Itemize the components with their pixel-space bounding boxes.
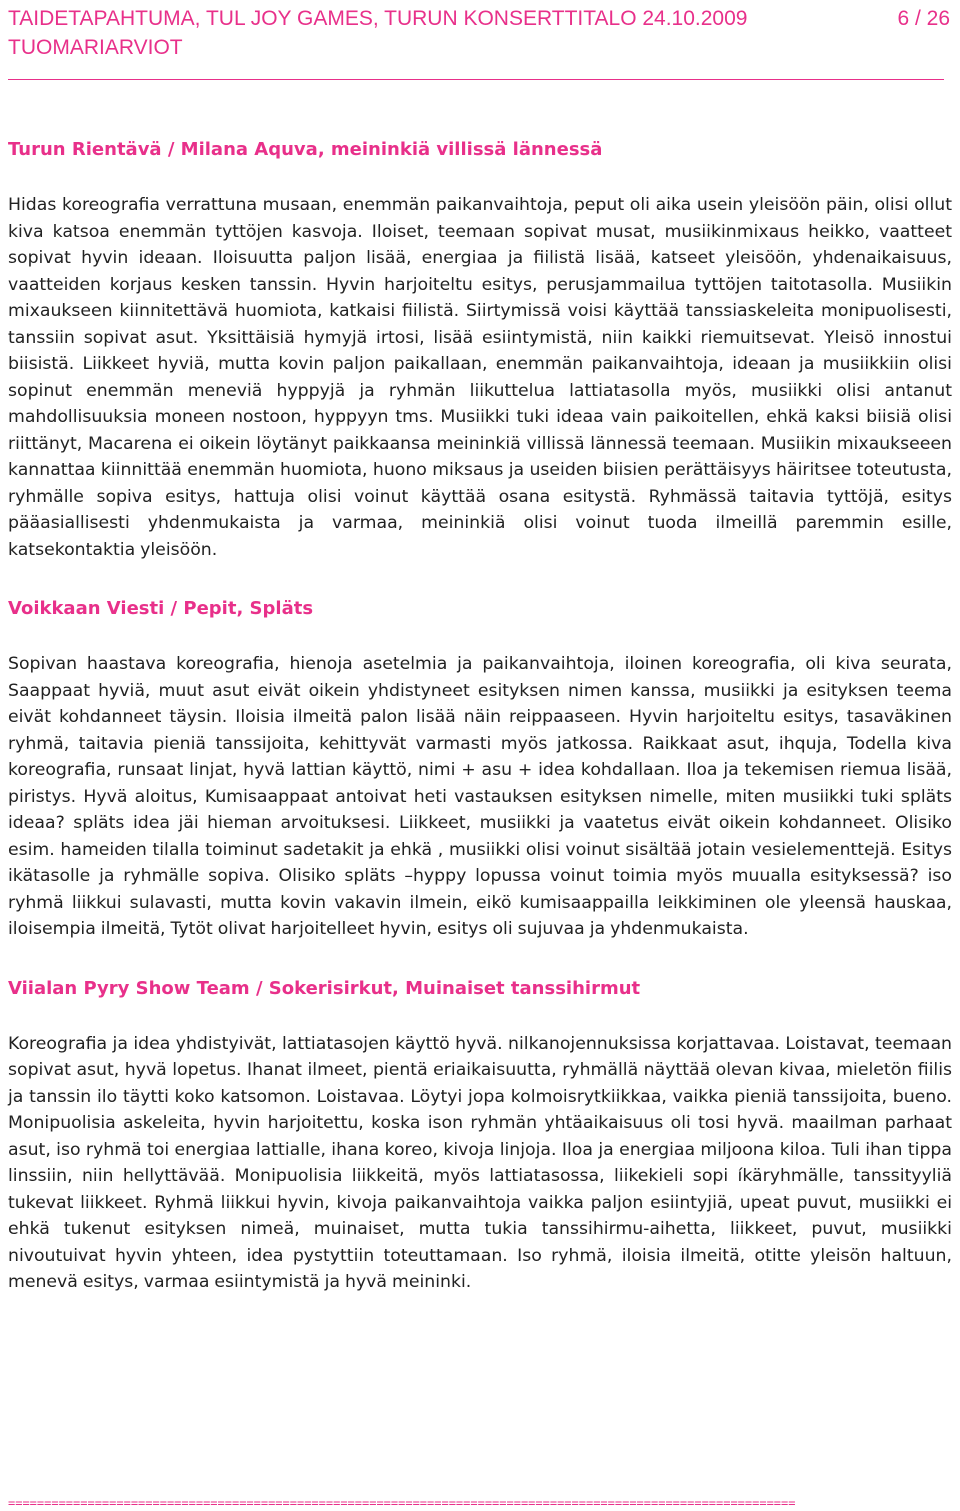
footer-divider: ============================================================================================================= [8, 1496, 796, 1510]
section-title: Turun Rientävä / Milana Aquva, meininkiä villissä lännessä [8, 139, 603, 160]
section-body: Hidas koreografia verrattuna musaan, enemmän paikanvaihtoja, peput oli aika usein yleisöön päin, olisi ollut kiva katsoa enemmän tyttöjen kasvoja. Iloiset, teemaan sopivat musat, musiikinmixaus heikko, vaatteet sopivat hyvin ideaan. Iloisuutta paljon lisää, energiaa ja fiilistä lisää, katseet yleisöön, yhdenaikaisuus, vaatteiden korjaus kesken tanssin. Hyvin harjoiteltu esitys, perusjammailua tyttöjen taitotasolla. Musiikin mixaukseen kiinnitettävä huomiota, katkaisi fiilistä. Siirtymissä voisi käyttää tanssiaskeleita monipuolisesti, tanssiin sopivat asut. Yksittäisiä hymyjä irtosi, lisää esiintymistä, niin kaikki riemuitsevat. Yleisö innostui biisistä. Liikkeet hyviä, mutta kovin paljon paikallaan, enemmän paikanvaihtoja, ideaan ja musiikkiin olisi sopinut enemmän meneviä hyppyjä ja ryhmän liikuttelua lattiatasolla myös, musiikki olisi antanut mahdollisuuksia moneen nostoon, hyppyyn tms. Musiikki tuki ideaa vain paikoitellen, ehkä kaksi biisiä olisi riittänyt, Macarena ei oikein löytänyt paikkaansa meininkiä villissä lännessä teemaan. Musiikin mixaukseeen kannattaa kiinnittää enemmän huomiota, huono miksaus ja useiden biisien perättäisyys häiritsee toteutusta, ryhmälle sopiva esitys, hattuja olisi voinut käyttää osana esitystä. Ryhmässä taitavia tyttöjä, esitys pääasiallisesti yhdenmukaista ja varmaa, meininkiä olisi voinut tuoda ilmeillä paremmin esille, katsekontaktia yleisöön. [8, 195, 952, 560]
event-title: TAIDETAPAHTUMA, TUL JOY GAMES, TURUN KONSERTTITALO 24.10.2009 [8, 7, 748, 30]
section-title: Viialan Pyry Show Team / Sokerisirkut, Muinaiset tanssihirmut [8, 977, 641, 999]
document-subtitle: TUOMARIARVIOT [8, 36, 183, 59]
document-content [8, 136, 952, 1328]
review-section [8, 136, 952, 563]
header-divider [8, 79, 944, 80]
page-header [8, 4, 952, 62]
section-body: Koreografia ja idea yhdistyivät, lattiatasojen käyttö hyvä. nilkanojennuksissa korjattavaa. Loistavat, teemaan sopivat asut, hyvä lopetus. Ihanat ilmeet, pientä eriaikaisuutta, ryhmällä näyttää olevan kivaa, mieletön fiilis ja tanssin ilo täytti koko katsomon. Loistavaa. Löytyi jopa kolmoisrytkiikkaa, vaikka pieniä tanssijoita, bueno. Monipuolisia askeleita, hyvin harjoitettu, koska ison ryhmän yhtäaikaisuus oli tosi hyvä. maailman parhaat asut, iso ryhmä toi energiaa lattialle, ihana koreo, kivoja linjoja. Iloa ja energiaa miljoona kiloa. Tuli ihan tippa linssiin, niin hellyttävää. Monipuolisia liikkeitä, myös lattiatasossa, liikekieli sopi íkäryhmälle, tanssityyliä tukevat liikkeet. Ryhmä liikkui hyvin, kivoja paikanvaihtoja vaikka paljon esiintyjiä, upeat puvut, musiikki ei ehkä tukenut esityksen nimeä, muinaiset, mutta tukia tanssihirmu-aihetta, liikkeet, puvut, musiikki nivoutuivat hyvin yhteen, idea pystyttiin toteuttamaan. Iso ryhmä, iloisia ilmeitä, otitte yleisön haltuun, menevä esitys, varmaa esiintymistä ja hyvä meininki. [8, 1033, 952, 1292]
section-body: Sopivan haastava koreografia, hienoja asetelmia ja paikanvaihtoja, iloinen koreografia, oli kiva seurata, Saappaat hyviä, muut asut eivät oikein yhdistyneet esityksen nimen kanssa, musiikki ja esityksen teema eivät kohdanneet täysin. Iloisia ilmeitä palon lisää näin reippaaseen. Hyvin harjoiteltu esitys, tasaväkinen ryhmä, taitavia pieniä tanssijoita, kehittyvät varmasti myös jatkossa. Raikkaat asut, ihquja, Todella kiva koreografia, runsaat linjat, hyvä lattian käyttö, nimi + asu + idea kohdallaan. Iloa ja tekemisen riemua lisää, piristys. Hyvä aloitus, Kumisaappaat antoivat heti vastauksen esityksen nimelle, miten musiikki tuki spläts ideaa? spläts idea jäi hieman arvoituksesi. Liikkeet, musiikki ja vaatetus eivät oikein kohdanneet. Olisiko esim. hameiden tilalla toiminut sadetakit ja ehkä , musiikki olisi voinut sisältää jotain vesielementtejä. Esitys ikätasolle ja ryhmälle sopiva. Olisiko spläts –hyppy lopussa voinut toimia myös muualla esityksessä? iso ryhmä liikkui sulavasti, mutta kovin vakavin ilmein, eikö kumisaappailla leikkiminen ole yleensä hauskaa, iloisempia ilmeitä, Tytöt olivat harjoitelleet hyvin, esitys oli sujuvaa ja yhdenmukaista. [8, 654, 952, 939]
review-section [8, 595, 952, 943]
review-section [8, 975, 952, 1296]
page-number: 6 / 26 [897, 7, 950, 30]
section-title: Voikkaan Viesti / Pepit, Spläts [8, 598, 314, 619]
